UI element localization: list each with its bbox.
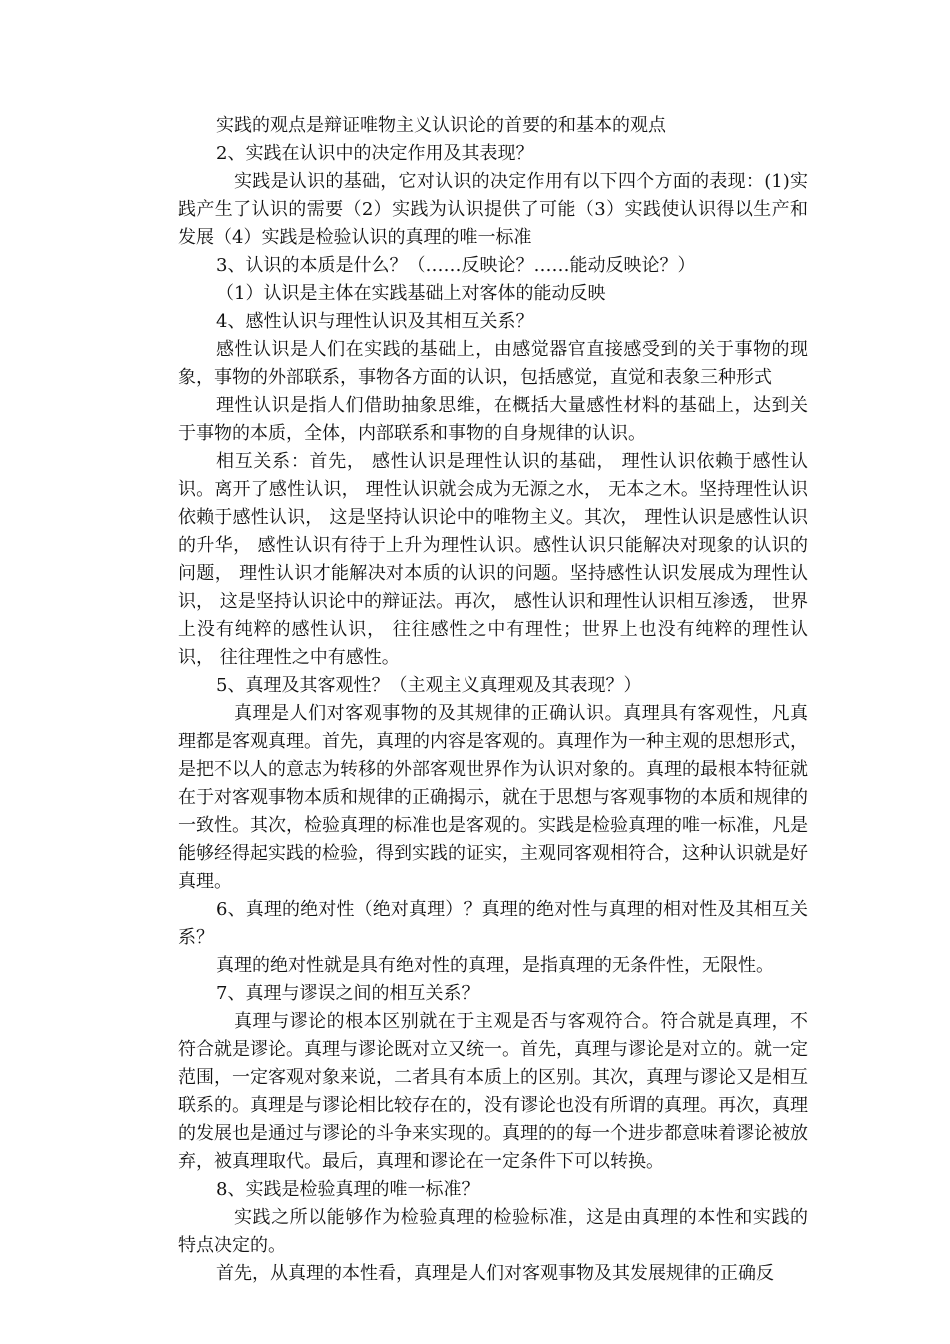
section-heading-3: 3、认识的本质是什么？（……反映论？……能动反映论？） — [216, 255, 696, 276]
paragraph: 真理与谬论的根本区别就在于主观是否与客观符合。符合就是真理，不符合就是谬论。真理与谬论既对立又统一。首先，真理与谬论是对立的。就一定范围，一定客观对象来说，二者具有本质上的区别。其次，真理与谬论又是相互联系的。真理是与谬论相比较存在的，没有谬论也没有所谓的真理。再次，真理的发展也是通过与谬论的斗争来实现的。真理的的每一个进步都意味着谬论被放弃，被真理取代。最后，真理和谬论在一定条件下可以转换。 — [178, 1011, 808, 1172]
paragraph: 感性认识是人们在实践的基础上，由感觉器官直接感受到的关于事物的现象，事物的外部联系，事物各方面的认识，包括感觉，直觉和表象三种形式 — [178, 339, 808, 388]
paragraph: 真理的绝对性就是具有绝对性的真理，是指真理的无条件性，无限性。 — [216, 955, 774, 976]
paragraph: 真理是人们对客观事物的及其规律的正确认识。真理具有客观性，凡真理都是客观真理。首先，真理的内容是客观的。真理作为一种主观的思想形式，是把不以人的意志为转移的外部客观世界作为认识对象的。真理的最根本特征就在于对客观事物本质和规律的正确揭示，就在于思想与客观事物的本质和规律的一致性。其次，检验真理的标准也是客观的。实践是检验真理的唯一标准，凡是能够经得起实践的检验，得到实践的证实，主观同客观相符合，这种认识就是好真理。 — [178, 703, 808, 892]
section-heading-7: 7、真理与谬误之间的相互关系？ — [216, 983, 480, 1004]
paragraph: 相互关系：首先， 感性认识是理性认识的基础， 理性认识依赖于感性认识。离开了感性认识， 理性认识就会成为无源之水， 无本之木。坚持理性认识依赖于感性认识， 这是坚持认识论中的唯物主义。其次， 理性认识是感性认识的升华， 感性认识有待于上升为理性认识。感性认识只能解决对现象的认识的问题， 理性认识才能解决对本质的认识的问题。坚持感性认识发展成为理性认识， 这是坚持认识论中的辩证法。再次， 感性认识和理性认识相互渗透， 世界上没有纯粹的感性认识， 往往感性之中有理性；世界上也没有纯粹的理性认识， 往往理性之中有感性。 — [178, 451, 808, 668]
section-heading-5: 5、真理及其客观性？（主观主义真理观及其表现？） — [216, 675, 642, 696]
section-heading-6: 6、真理的绝对性（绝对真理）？真理的绝对性与真理的相对性及其相互关系？ — [178, 899, 808, 948]
section-heading-8: 8、实践是检验真理的唯一标准？ — [216, 1179, 480, 1200]
paragraph: 实践之所以能够作为检验真理的检验标准，这是由真理的本性和实践的特点决定的。 — [178, 1207, 808, 1256]
document-page — [178, 112, 808, 1288]
section-heading-4: 4、感性认识与理性认识及其相互关系？ — [216, 311, 534, 332]
paragraph: （1）认识是主体在实践基础上对客体的能动反映 — [216, 283, 606, 304]
paragraph: 实践是认识的基础，它对认识的决定作用有以下四个方面的表现：(1)实践产生了认识的需要（2）实践为认识提供了可能（3）实践使认识得以生产和发展（4）实践是检验认识的真理的唯一标准 — [178, 171, 808, 248]
paragraph: 实践的观点是辩证唯物主义认识论的首要的和基本的观点 — [216, 115, 666, 136]
paragraph: 首先，从真理的本性看，真理是人们对客观事物及其发展规律的正确反 — [216, 1263, 774, 1284]
section-heading-2: 2、实践在认识中的决定作用及其表现？ — [216, 143, 534, 164]
paragraph: 理性认识是指人们借助抽象思维，在概括大量感性材料的基础上，达到关于事物的本质，全体，内部联系和事物的自身规律的认识。 — [178, 395, 808, 444]
